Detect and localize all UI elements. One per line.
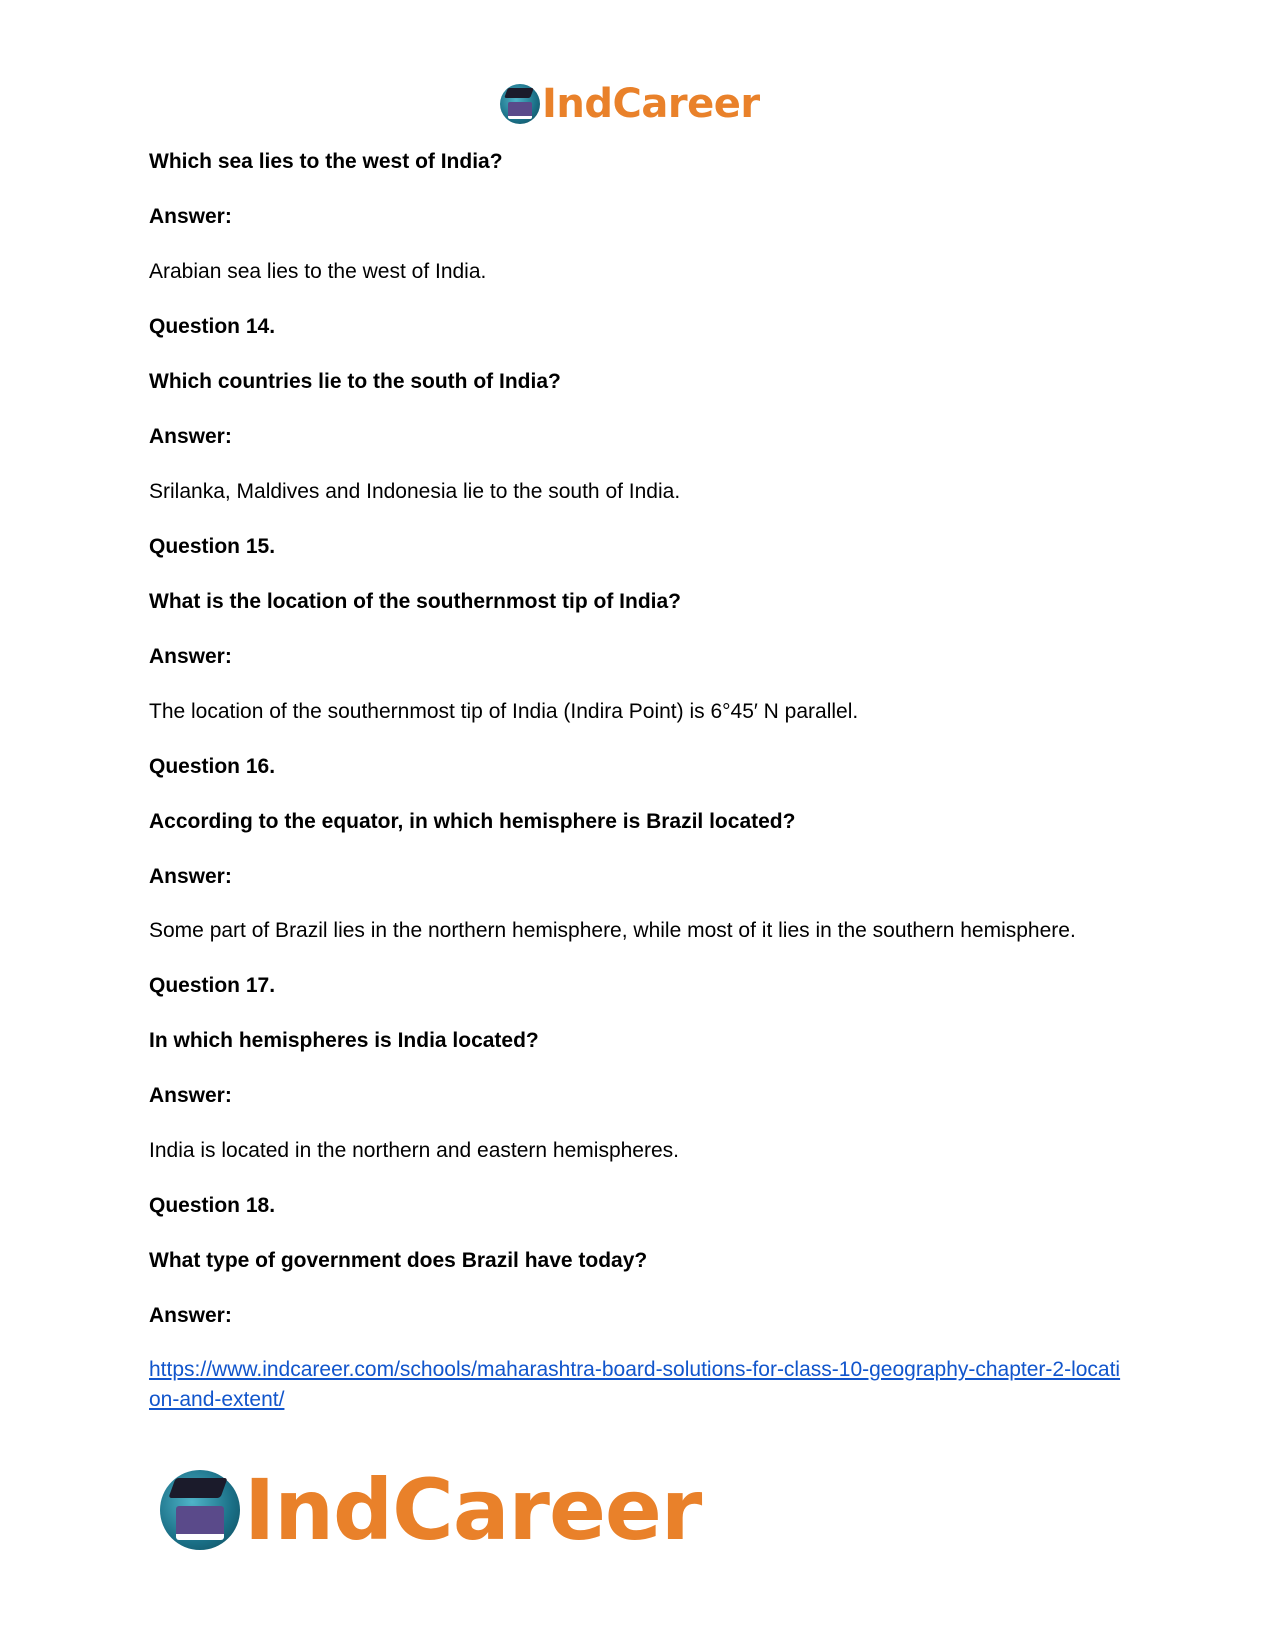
header-logo [500, 80, 760, 128]
question-text: In which hemispheres is India located? [149, 1029, 539, 1052]
document-body [149, 146, 1139, 1415]
answer-label: Answer: [149, 1304, 232, 1327]
answer-label: Answer: [149, 865, 232, 888]
logo-wordmark: IndCareer [542, 81, 760, 127]
source-link[interactable]: https://www.indcareer.com/schools/maharashtra-board-solutions-for-class-10-geography-chapter-2-location-and-extent/ [149, 1358, 1121, 1411]
question-number: Question 16. [149, 755, 276, 778]
footer-logo [160, 1461, 702, 1559]
answer-label: Answer: [149, 425, 232, 448]
answer-label: Answer: [149, 645, 232, 668]
answer-label: Answer: [149, 1084, 232, 1107]
question-number: Question 17. [149, 974, 276, 997]
logo-wordmark: IndCareer [244, 1461, 702, 1559]
question-text: Which sea lies to the west of India? [149, 150, 503, 173]
question-number: Question 14. [149, 315, 276, 338]
question-number: Question 18. [149, 1194, 276, 1217]
answer-text: Srilanka, Maldives and Indonesia lie to the south of India. [149, 480, 681, 503]
answer-text: Arabian sea lies to the west of India. [149, 260, 487, 283]
graduation-cap-globe-icon [500, 84, 540, 124]
answer-text: The location of the southernmost tip of India (Indira Point) is 6°45′ N parallel. [149, 700, 859, 723]
answer-label: Answer: [149, 205, 232, 228]
question-text: What type of government does Brazil have today? [149, 1249, 648, 1272]
answer-text: India is located in the northern and eastern hemispheres. [149, 1139, 679, 1162]
answer-text: Some part of Brazil lies in the northern hemisphere, while most of it lies in the southern hemisphere. [149, 919, 1076, 942]
question-text: Which countries lie to the south of India? [149, 370, 561, 393]
question-text: According to the equator, in which hemisphere is Brazil located? [149, 810, 796, 833]
question-text: What is the location of the southernmost tip of India? [149, 590, 681, 613]
graduation-cap-globe-icon [160, 1470, 240, 1550]
question-number: Question 15. [149, 535, 276, 558]
